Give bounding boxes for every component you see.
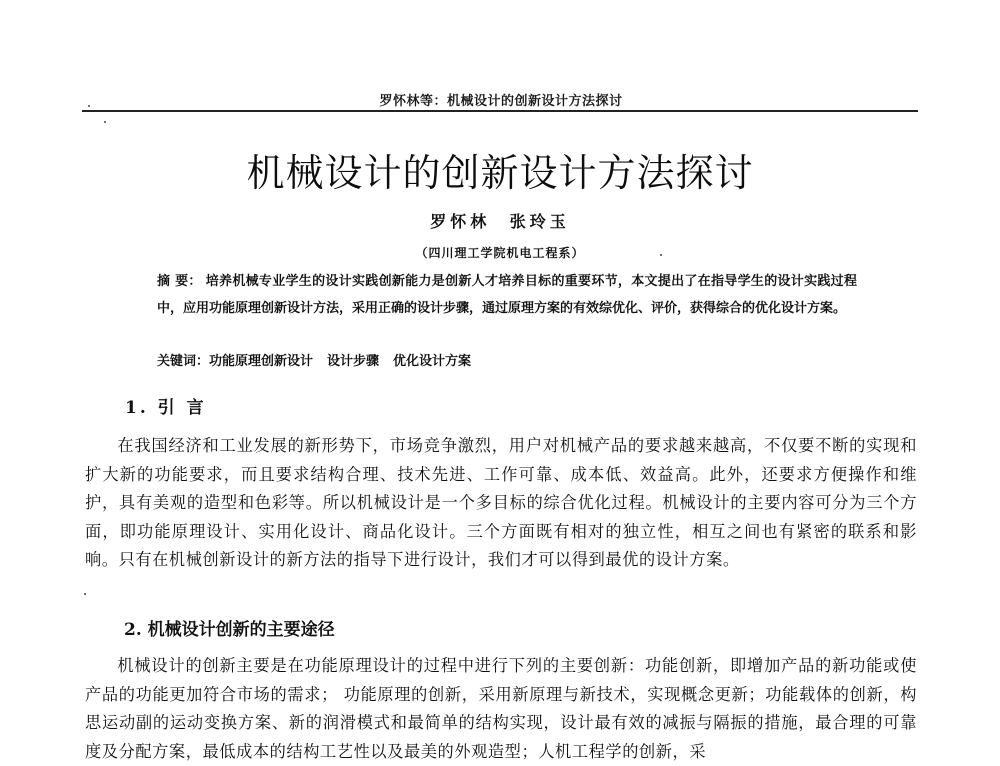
- abstract-text: 培养机械专业学生的设计实践创新能力是创新人才培养目标的重要环节，本文提出了在指导学生的设计实践过程中，应用功能原理创新设计方法，采用正确的设计步骤，通过原理方案的有效综优化、评价，获得综合的优化设计方案。: [157, 274, 857, 316]
- keyword-item: 优化设计方案: [393, 354, 472, 369]
- abstract: [157, 269, 857, 322]
- section-paragraph-introduction: 在我国经济和工业发展的新形势下，市场竞争激烈，用户对机械产品的要求越来越高，不仅要不断的实现和扩大新的功能要求，而且要求结构合理、技术先进、工作可靠、成本低、效益高。此外，还要求方便操作和维护，具有美观的造型和色彩等。所以机械设计是一个多目标的综合优化过程。机械设计的主要内容可分为三个方面，即功能原理设计、实用化设计、商品化设计。三个方面既有相对的独立性，相互之间也有紧密的联系和影响。只有在机械创新设计的新方法的指导下进行设计，我们才可以得到最优的设计方案。: [85, 436, 917, 569]
- scan-speck: [88, 105, 90, 107]
- keyword-item: 功能原理创新设计: [209, 354, 314, 369]
- abstract-label: 摘 要：: [157, 274, 202, 289]
- section-heading-introduction: 1. 引 言: [125, 398, 207, 418]
- authors: 罗怀林 张玲玉: [430, 212, 570, 231]
- running-header: 罗怀林等：机械设计的创新设计方法探讨: [379, 94, 623, 109]
- keywords: [157, 350, 857, 369]
- keyword-item: 设计步骤: [327, 354, 380, 369]
- scan-speck: [84, 593, 86, 595]
- header-rule: [82, 110, 918, 112]
- affiliation: （四川理工学院机电工程系）: [415, 246, 585, 260]
- scan-speck: [104, 121, 106, 123]
- keywords-label: 关键词：: [157, 354, 210, 369]
- section-paragraph-innovation-approaches: 机械设计的创新主要是在功能原理设计的过程中进行下列的主要创新：功能创新，即增加产品的新功能或使产品的功能更加符合市场的需求； 功能原理的创新，采用新原理与新技术，实现概念更新；功能载体的创新，构思运动副的运动变换方案、新的润滑模式和最简单的结构实现，设计最有效的减振与隔振的措施，最合理的可靠度及分配方案，最低成本的结构工艺性以及最美的外观造型；人机工程学的创新，采: [85, 656, 917, 761]
- section-heading-innovation-approaches: 2. 机械设计创新的主要途径: [124, 620, 335, 640]
- paper-title: 机械设计的创新设计方法探讨: [246, 151, 754, 195]
